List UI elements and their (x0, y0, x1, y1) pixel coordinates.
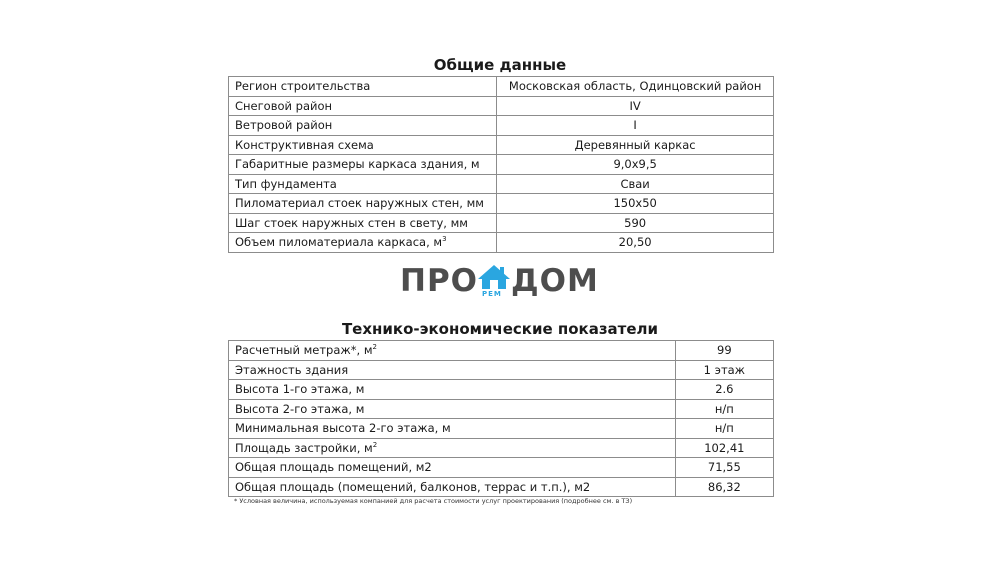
table-row (229, 477, 774, 497)
row-label: Регион строительства (229, 77, 497, 97)
table-row (229, 96, 774, 116)
table-row (229, 77, 774, 97)
table-row (229, 380, 774, 400)
row-value: 71,55 (675, 458, 773, 478)
row-value: н/п (675, 399, 773, 419)
row-value: 150х50 (497, 194, 774, 214)
row-value: IV (497, 96, 774, 116)
superscript: 3 (442, 235, 447, 244)
table-row (229, 155, 774, 175)
row-label: Пиломатериал стоек наружных стен, мм (229, 194, 497, 214)
row-value: 1 этаж (675, 360, 773, 380)
row-label: Ветровой район (229, 116, 497, 136)
row-label: Общая площадь (помещений, балконов, террас и т.п.), м2 (229, 477, 676, 497)
superscript: 2 (372, 440, 378, 449)
row-value: 86,32 (675, 477, 773, 497)
superscript: 2 (372, 343, 377, 352)
footnote: * Условная величина, используемая компанией для расчета стоимости услуг проектирования (подробнее см. в ТЗ) (234, 497, 633, 505)
row-value: I (497, 116, 774, 136)
table-row (229, 341, 774, 361)
row-label (229, 341, 676, 361)
row-value: 99 (675, 341, 773, 361)
table-row (229, 233, 774, 253)
row-value: 2.6 (675, 380, 773, 400)
table-row (229, 438, 774, 458)
row-label: Тип фундамента (229, 174, 497, 194)
row-value: 20,50 (497, 233, 774, 253)
logo-subtext: РЕМ (482, 290, 502, 298)
row-label-text: Объем пиломатериала каркаса, м (235, 235, 443, 250)
row-value: Сваи (497, 174, 774, 194)
table-row (229, 116, 774, 136)
tech-indicators-table (228, 340, 774, 497)
row-value: 590 (497, 213, 774, 233)
row-label: Общая площадь помещений, м2 (229, 458, 676, 478)
row-label: Снеговой район (229, 96, 497, 116)
table-row (229, 399, 774, 419)
table-row (229, 194, 774, 214)
row-label (229, 438, 676, 458)
table-row (229, 135, 774, 155)
row-label (229, 233, 497, 253)
row-label: Шаг стоек наружных стен в свету, мм (229, 213, 497, 233)
table-row (229, 174, 774, 194)
row-value: Московская область, Одинцовский район (497, 77, 774, 97)
table-row (229, 458, 774, 478)
table-row (229, 419, 774, 439)
row-label: Минимальная высота 2-го этажа, м (229, 419, 676, 439)
table-row (229, 213, 774, 233)
company-logo (400, 262, 600, 302)
tech-indicators-title: Технико-экономические показатели (341, 320, 659, 338)
logo-word-right: ДОМ (511, 263, 599, 299)
row-label: Высота 2-го этажа, м (229, 399, 676, 419)
general-data-title: Общие данные (433, 56, 567, 74)
general-data-table (228, 76, 774, 253)
row-label-text: Площадь застройки, м (235, 440, 373, 455)
logo-word-left: ПРО (400, 263, 479, 299)
row-value: 102,41 (675, 438, 773, 458)
row-label: Конструктивная схема (229, 135, 497, 155)
row-label-text: Расчетный метраж*, м (235, 343, 373, 358)
row-value: н/п (675, 419, 773, 439)
row-label: Этажность здания (229, 360, 676, 380)
row-value: 9,0х9,5 (497, 155, 774, 175)
table-row (229, 360, 774, 380)
row-label: Высота 1-го этажа, м (229, 380, 676, 400)
row-value: Деревянный каркас (497, 135, 774, 155)
row-label: Габаритные размеры каркаса здания, м (229, 155, 497, 175)
